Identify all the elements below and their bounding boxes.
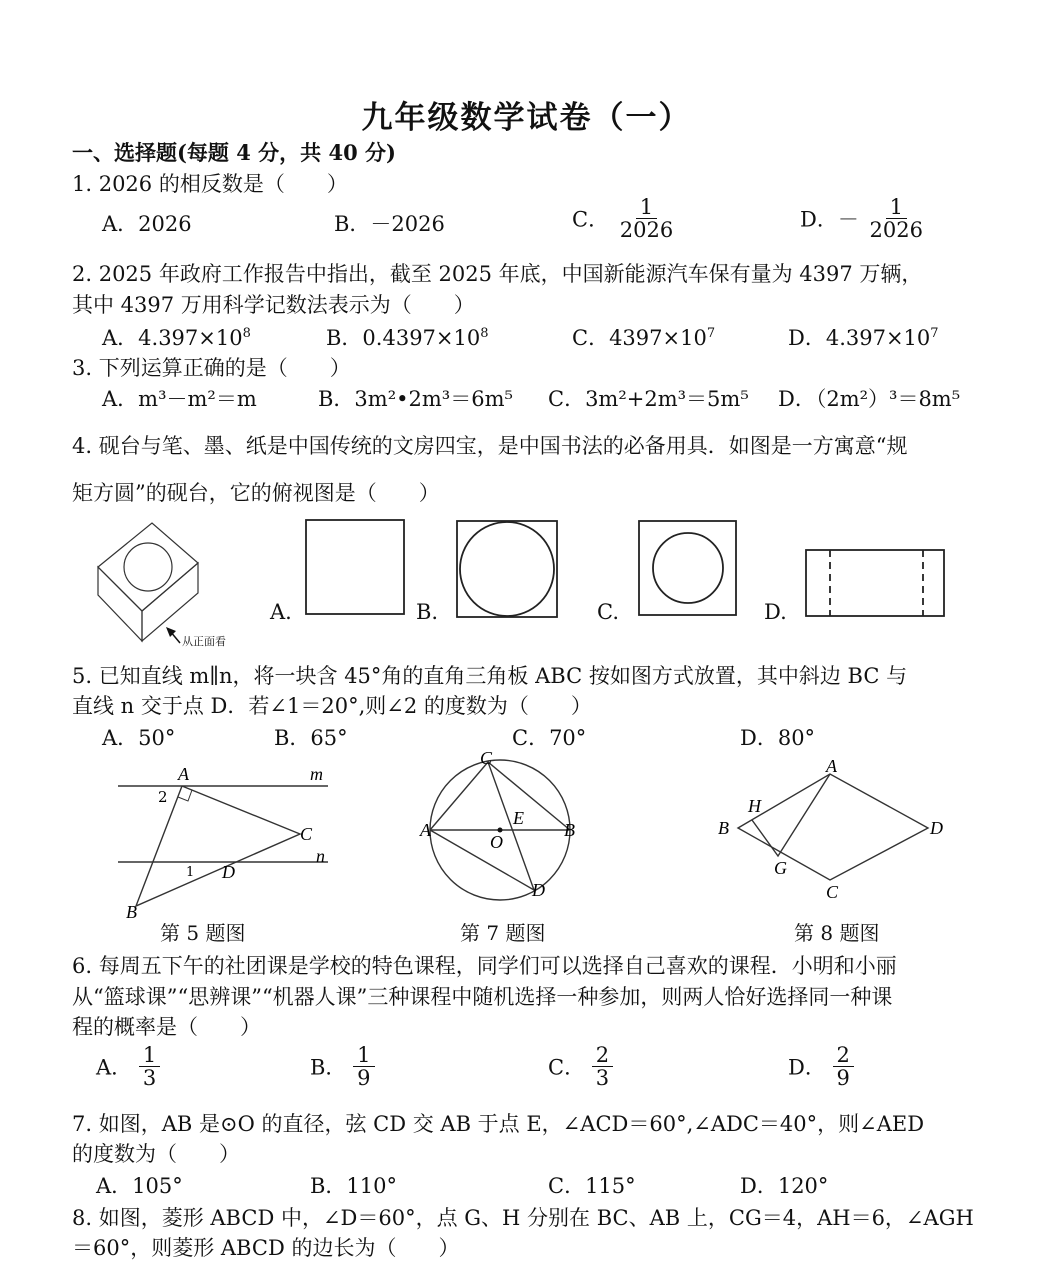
q2-option-d-text: D．4.397×10 [788, 326, 931, 350]
q3-option-c: C．3m²+2m³＝5m⁵ [548, 387, 749, 411]
q4-option-c-label: C. [597, 600, 619, 624]
q1-option-d-label: D．－ [800, 207, 859, 232]
question-6-line2: 从“篮球课”“思辨课”“机器人课”三种课程中随机选择一种参加，则两人恰好选择同一种课 [72, 985, 893, 1009]
fraction-denominator: 3 [142, 1066, 157, 1091]
q1-option-c-fraction [616, 196, 677, 241]
fraction-denominator: 9 [357, 1066, 371, 1091]
q4-option-b-figure [456, 520, 560, 620]
square-shape [457, 521, 557, 617]
q6-option-b-label: B． [310, 1055, 347, 1080]
inkstone-left-face [98, 567, 142, 641]
q6-option-d [788, 1044, 854, 1089]
circle-shape [653, 533, 723, 603]
question-7-line2: 的度数为（ ） [72, 1142, 240, 1166]
q3-option-a: A．m³－m²＝m [102, 387, 257, 411]
fraction-denominator: 3 [595, 1066, 610, 1091]
question-1-stem: 1. 2026 的相反数是（ ） [72, 172, 348, 196]
q7-option-a: A．105° [96, 1174, 183, 1198]
triangle-agh [752, 774, 830, 856]
q6-option-c [548, 1044, 613, 1089]
inkstone-circle [124, 543, 172, 591]
label-c: C [480, 748, 493, 768]
fraction-numerator: 1 [886, 196, 907, 219]
fraction-denominator: 2026 [869, 218, 923, 243]
q2-option-d [788, 322, 939, 352]
q4-option-a-label: A. [270, 600, 292, 624]
label-a: A [826, 756, 837, 776]
question-8-line1: 8. 如图，菱形 ABCD 中，∠D＝60°，点 G、H 分别在 BC、AB 上，CG＝4，AH＝6，∠AGH [72, 1206, 974, 1230]
question-7-line1: 7. 如图，AB 是⊙O 的直径，弦 CD 交 AB 于点 E，∠ACD＝60°,∠ADC＝40°，则∠AED [72, 1112, 925, 1136]
fraction-numerator: 1 [353, 1044, 374, 1067]
q2-option-a [102, 322, 251, 352]
label-g: G [774, 858, 787, 878]
fraction-numerator: 1 [139, 1044, 160, 1067]
fraction-numerator: 2 [592, 1044, 613, 1067]
label-b: B [564, 820, 575, 840]
label-m: m [310, 764, 323, 784]
q6-option-d-label: D． [788, 1055, 826, 1080]
square-shape [306, 520, 404, 614]
q7-option-b: B．110° [310, 1174, 398, 1198]
figure-5-caption: 第 5 题图 [160, 921, 246, 945]
q5-option-c: C．70° [512, 726, 587, 750]
q1-option-d [800, 196, 927, 241]
fraction-denominator: 2026 [619, 218, 674, 243]
question-3-stem: 3. 下列运算正确的是（ ） [72, 356, 351, 380]
q1-option-a: A．2026 [102, 212, 192, 236]
q1-option-c-label: C． [572, 207, 610, 232]
view-direction-label: 从正面看 [182, 635, 226, 648]
q2-option-b [326, 322, 489, 352]
figure-8 [712, 756, 952, 902]
rhombus-abcd [738, 774, 928, 880]
figure-5 [110, 764, 340, 922]
q4-option-d-figure [805, 549, 947, 619]
question-2-line1: 2. 2025 年政府工作报告中指出，截至 2025 年底，中国新能源汽车保有量为 4397 万辆， [72, 262, 923, 286]
label-e: E [513, 808, 524, 828]
q2-option-b-text: B．0.4397×10 [326, 326, 481, 350]
q6-option-c-fraction [592, 1044, 613, 1089]
q4-option-a-figure [306, 520, 406, 616]
question-6-line1: 6. 每周五下午的社团课是学校的特色课程，同学们可以选择自己喜欢的课程．小明和小丽 [72, 954, 897, 978]
angle-1-label: 1 [186, 865, 195, 880]
q4-option-b-label: B. [416, 600, 439, 624]
exponent: 7 [930, 326, 939, 341]
q6-option-d-fraction [833, 1044, 854, 1089]
fraction-numerator: 1 [636, 196, 657, 219]
q4-option-c-figure [638, 520, 738, 618]
q3-option-d: D．（2m²）³＝8m⁵ [778, 387, 961, 411]
question-4-line1: 4. 砚台与笔、墨、纸是中国传统的文房四宝，是中国书法的必备用具．如图是一方寓意“规 [72, 434, 908, 458]
question-6-line3: 程的概率是（ ） [72, 1015, 261, 1039]
q7-option-d: D．120° [740, 1174, 829, 1198]
figure-7-caption: 第 7 题图 [460, 921, 546, 945]
q6-option-b-fraction [353, 1044, 374, 1089]
figure-8-caption: 第 8 题图 [794, 921, 880, 945]
label-a: A [420, 820, 431, 840]
q1-option-b: B．－2026 [334, 212, 445, 236]
q3-option-b: B．3m²•2m³＝6m⁵ [318, 387, 513, 411]
q6-option-a [96, 1044, 160, 1089]
q1-option-d-fraction [866, 196, 927, 241]
page-title: 九年级数学试卷（一） [361, 100, 692, 136]
label-h: H [748, 796, 761, 816]
question-5-line2: 直线 n 交于点 D．若∠1＝20°,则∠2 的度数为（ ） [72, 694, 592, 718]
q5-option-d: D．80° [740, 726, 816, 750]
exponent: 8 [480, 326, 489, 341]
label-n: n [316, 846, 325, 866]
label-b: B [126, 902, 137, 922]
q6-option-b [310, 1044, 375, 1089]
rectangle-shape [806, 550, 944, 616]
q2-option-c [572, 322, 715, 352]
label-d: D [930, 818, 943, 838]
q5-option-a: A．50° [102, 726, 176, 750]
q6-option-c-label: C． [548, 1055, 586, 1080]
label-a: A [178, 764, 189, 784]
q7-option-c: C．115° [548, 1174, 636, 1198]
fraction-numerator: 2 [833, 1044, 854, 1067]
q4-option-d-label: D. [764, 600, 787, 624]
label-b: B [718, 818, 729, 838]
exponent: 7 [706, 326, 716, 341]
label-c: C [300, 824, 313, 844]
figure-7 [418, 750, 588, 910]
q6-option-a-label: A． [96, 1055, 133, 1080]
fraction-denominator: 9 [836, 1066, 850, 1091]
inkstone-3d-figure [90, 515, 250, 650]
circle-shape [460, 522, 554, 616]
label-d: D [532, 880, 545, 900]
exponent: 8 [242, 326, 251, 341]
label-c: C [826, 882, 839, 902]
angle-2-label: 2 [158, 788, 168, 806]
question-2-line2: 其中 4397 万用科学记数法表示为（ ） [72, 293, 475, 317]
label-d: D [222, 862, 235, 882]
label-o: O [490, 832, 503, 852]
question-4-line2: 矩方圆”的砚台，它的俯视图是（ ） [72, 481, 440, 505]
inkstone-top-face [98, 523, 198, 611]
q6-option-a-fraction [139, 1044, 160, 1089]
section-heading: 一、选择题(每题 4 分，共 40 分) [72, 140, 396, 165]
q1-option-c [572, 196, 677, 241]
question-8-line2: ＝60°，则菱形 ABCD 的边长为（ ） [72, 1236, 460, 1260]
question-5-line1: 5. 已知直线 m∥n，将一块含 45°角的直角三角板 ABC 按如图方式放置，其中斜边 BC 与 [72, 664, 908, 688]
q2-option-a-text: A．4.397×10 [102, 326, 243, 350]
q5-option-b: B．65° [274, 726, 348, 750]
q2-option-c-text: C．4397×10 [572, 326, 707, 350]
